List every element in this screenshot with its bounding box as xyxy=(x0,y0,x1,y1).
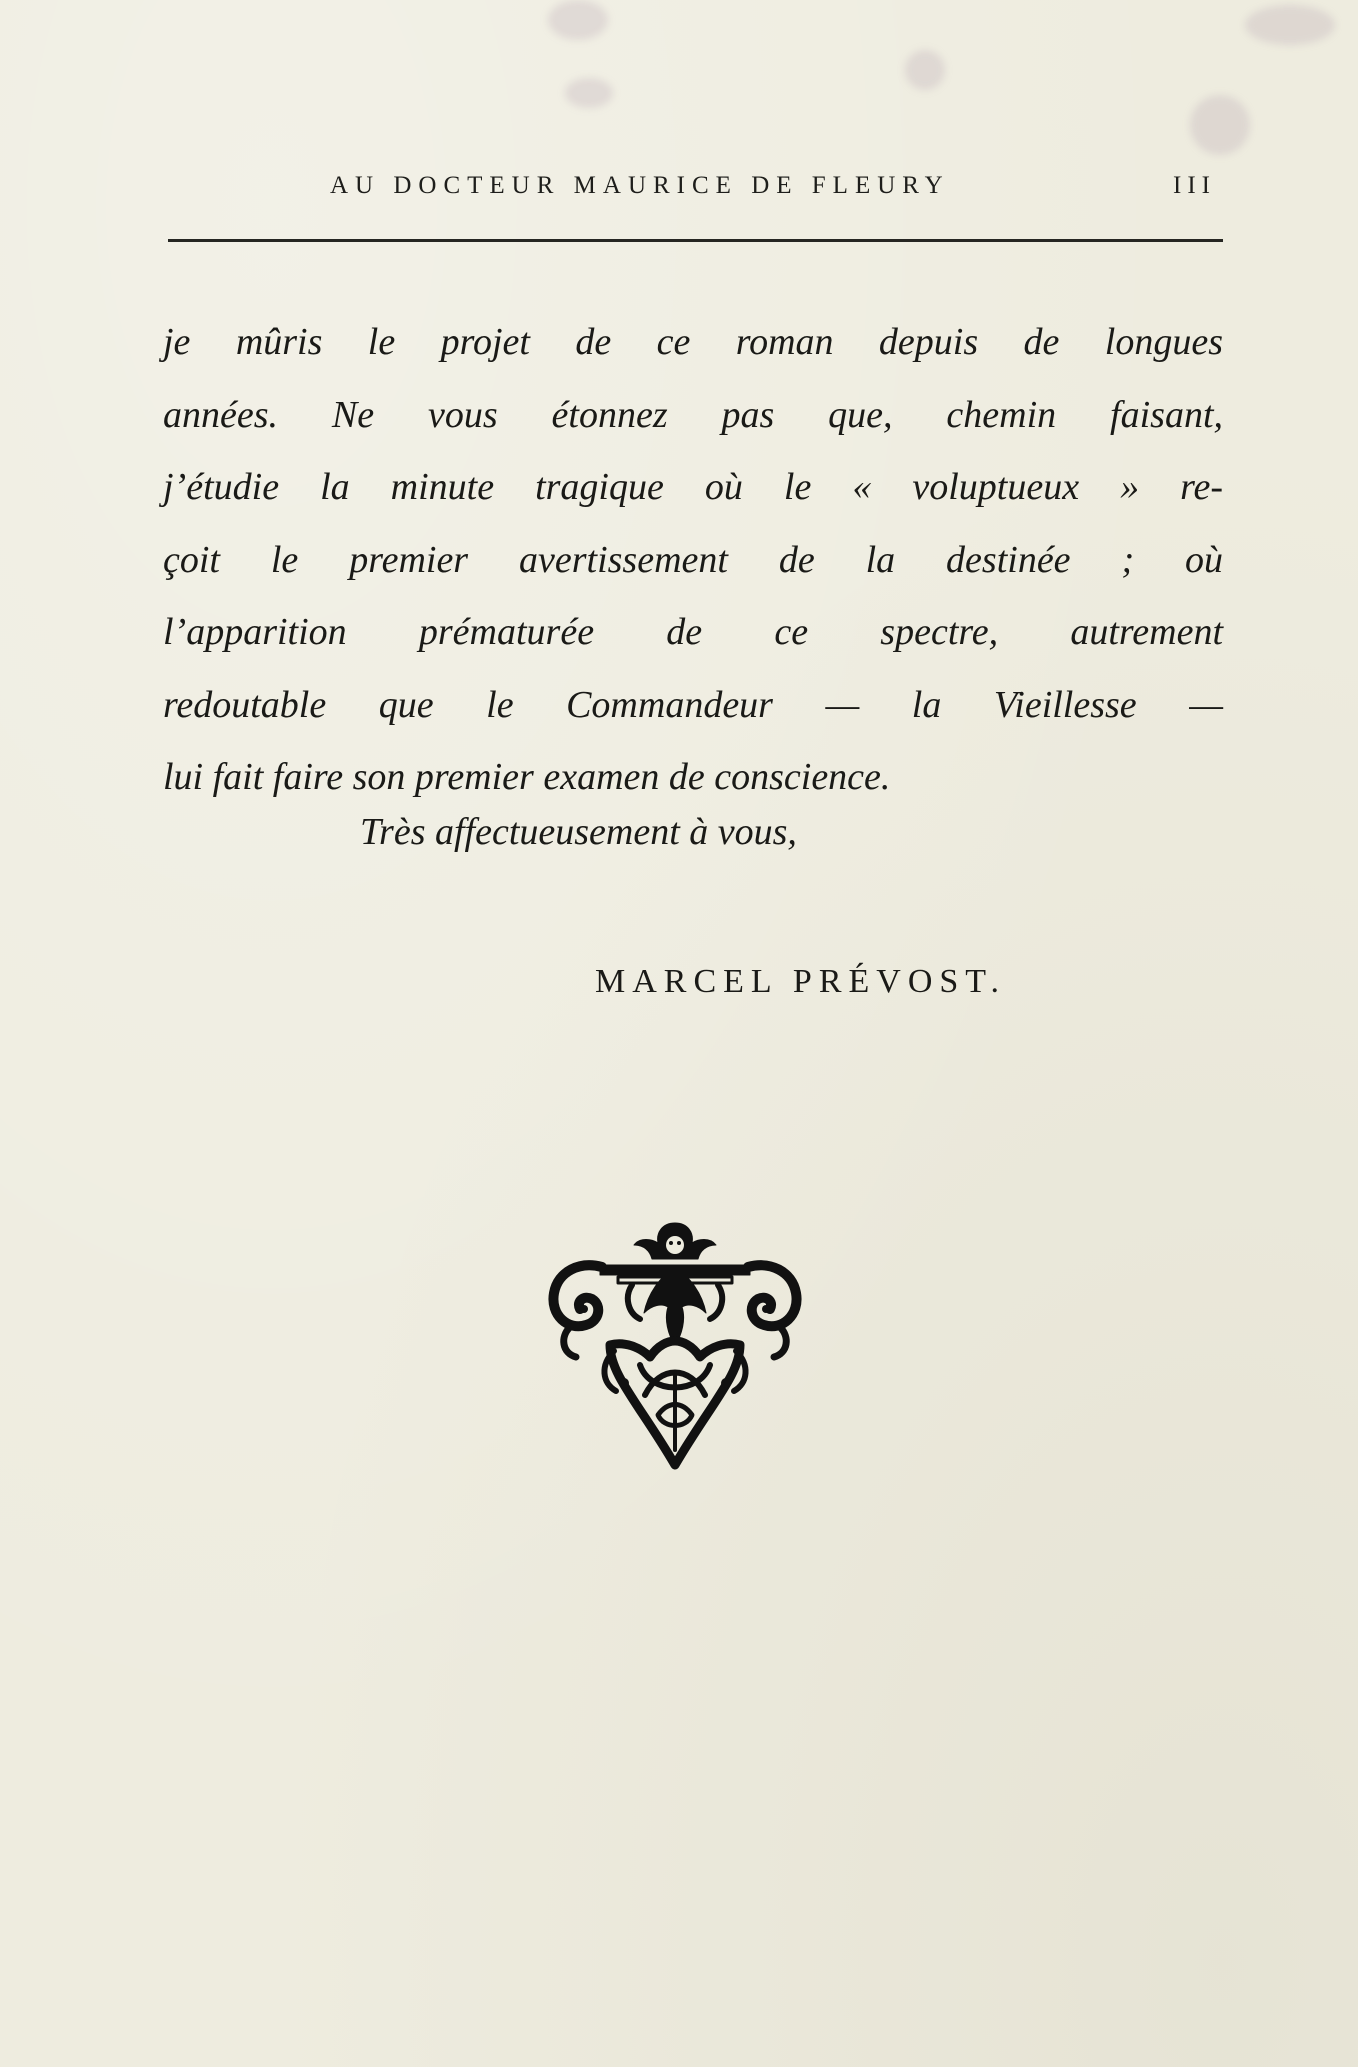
text-line: redoutable que le Commandeur — la Vieillesse — xyxy=(163,683,1223,726)
ink-stain xyxy=(905,50,945,90)
text-line: années. Ne vous étonnez pas que, chemin faisant, xyxy=(163,393,1223,436)
header-rule xyxy=(168,239,1223,242)
author-signature: MARCEL PRÉVOST. xyxy=(595,963,1007,1000)
text-line: çoit le premier avertissement de la destinée ; où xyxy=(163,538,1223,581)
ink-stain xyxy=(1245,5,1335,45)
page-number: III xyxy=(1173,172,1216,199)
ink-stain xyxy=(548,0,608,40)
body-paragraph xyxy=(163,306,1223,814)
text-line: l’apparition prématurée de ce spectre, autrement xyxy=(163,611,1223,653)
fleuron-ornament-icon xyxy=(540,1215,810,1475)
text-line: lui fait faire son premier examen de conscience. xyxy=(163,756,891,798)
running-head: AU DOCTEUR MAURICE DE FLEURY xyxy=(330,172,950,199)
ink-stain xyxy=(565,78,613,108)
ink-stain xyxy=(1190,95,1250,155)
closing-salutation: Très affectueusement à vous, xyxy=(360,811,797,853)
text-line: je mûris le projet de ce roman depuis de longues xyxy=(163,321,1223,363)
text-line: j’étudie la minute tragique où le « voluptueux » re- xyxy=(163,466,1223,508)
